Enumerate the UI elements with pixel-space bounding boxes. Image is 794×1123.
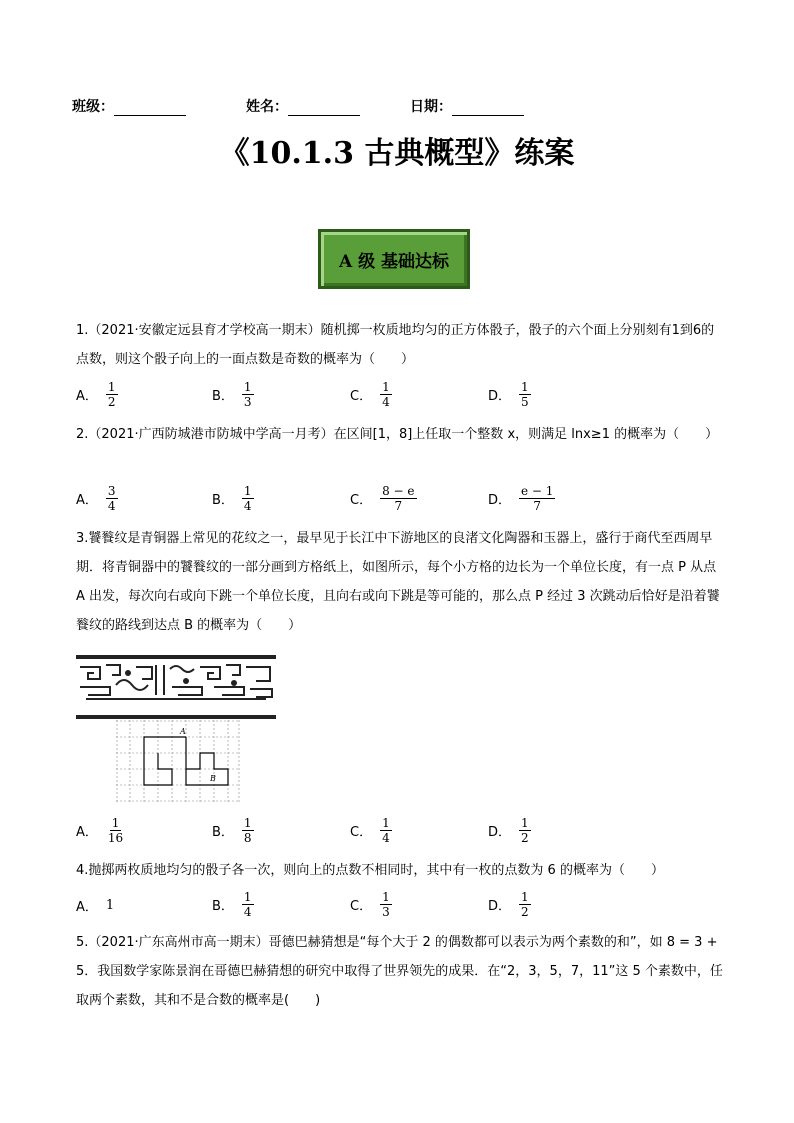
taotie-path-right — [186, 737, 228, 785]
taotie-pattern-image — [76, 655, 276, 719]
option-a[interactable]: A． $\frac{3}{4}$ — [76, 484, 116, 513]
option-b[interactable]: B． $\frac{1}{4}$ — [212, 890, 252, 919]
options-q1 — [76, 380, 726, 414]
options-q3 — [76, 816, 726, 850]
option-c[interactable]: C． $\frac{1}{4}$ — [350, 816, 390, 845]
point-a-label: A — [180, 727, 186, 736]
question-2: 2.（2021·广西防城港市防城中学高一月考）在区间[1，8]上任取一个整数 x，则满足 lnx≥1 的概率为（ ） — [76, 427, 719, 442]
option-a[interactable]: A． 1 — [76, 898, 115, 915]
name-label: 姓名： — [246, 99, 288, 115]
name-field — [246, 96, 360, 116]
class-blank[interactable] — [114, 101, 186, 116]
question-1: 1.（2021·安徽定远县育才学校高一期末）随机掷一枚质地均匀的正方体骰子，骰子的六个面上分别刻有1到6的点数，则这个骰子向上的一面点数是奇数的概率为（ ） — [76, 323, 715, 367]
option-d[interactable]: D． $\frac{e - 1}{7}$ — [488, 484, 554, 513]
option-b[interactable]: B． $\frac{1}{3}$ — [212, 380, 252, 409]
option-a[interactable]: A． $\frac{1}{16}$ — [76, 816, 124, 845]
option-c[interactable]: C． $\frac{8 - e}{7}$ — [350, 484, 415, 513]
question-3: 3.饕餮纹是青铜器上常见的花纹之一，最早见于长江中下游地区的良渚文化陶器和玉器上，盛行于商代至西周早期．将青铜器中的饕餮纹的一部分画到方格纸上，如图所示，每个小方格的边长为一个单位长度，有一点 P 从点 A 出发，每次向右或向下跳一个单位长度，且向右或向下跳是等可能的，那么点 P 经过 3 次跳动后恰好是沿着饕餮纹的路线到达点 B 的概率为（ ） — [76, 531, 720, 633]
grid-svg — [116, 720, 240, 802]
name-blank[interactable] — [288, 101, 360, 116]
taotie-pattern-svg — [76, 659, 276, 707]
options-q4 — [76, 890, 726, 924]
date-blank[interactable] — [452, 101, 524, 116]
option-d[interactable]: D． $\frac{1}{2}$ — [488, 890, 529, 919]
option-d[interactable]: D． $\frac{1}{2}$ — [488, 816, 529, 845]
option-b[interactable]: B． $\frac{1}{4}$ — [212, 484, 252, 513]
question-4: 4.抛掷两枚质地均匀的骰子各一次，则向上的点数不相同时，其中有一枚的点数为 6 的概率为（ ） — [76, 863, 664, 878]
question-5: 5.（2021·广东高州市高一期末）哥德巴赫猜想是“每个大于 2 的偶数都可以表示为两个素数的和”，如 8 = 3 + 5．我国数学家陈景润在哥德巴赫猜想的研究中取得了世界领先的成果．在“2，3，5，7，11”这 5 个素数中，任取两个素数，其和不是合数的概率是( ) — [76, 935, 723, 1008]
level-badge: A 级 基础达标 — [318, 229, 470, 289]
option-d[interactable]: D． $\frac{1}{5}$ — [488, 380, 529, 409]
option-c[interactable]: C． $\frac{1}{3}$ — [350, 890, 390, 919]
page-title: 《10.1.3 古典概型》练案 — [219, 136, 575, 171]
option-a[interactable]: A． $\frac{1}{2}$ — [76, 380, 116, 409]
date-field — [410, 96, 524, 116]
option-b[interactable]: B． $\frac{1}{8}$ — [212, 816, 252, 845]
options-q2 — [76, 484, 726, 518]
option-c[interactable]: C． $\frac{1}{4}$ — [350, 380, 390, 409]
taotie-path-left — [144, 737, 186, 785]
date-label: 日期： — [410, 99, 452, 115]
point-b-label: B — [210, 774, 216, 783]
grid-figure — [116, 720, 240, 806]
class-label: 班级： — [72, 99, 114, 115]
class-field — [72, 96, 186, 116]
